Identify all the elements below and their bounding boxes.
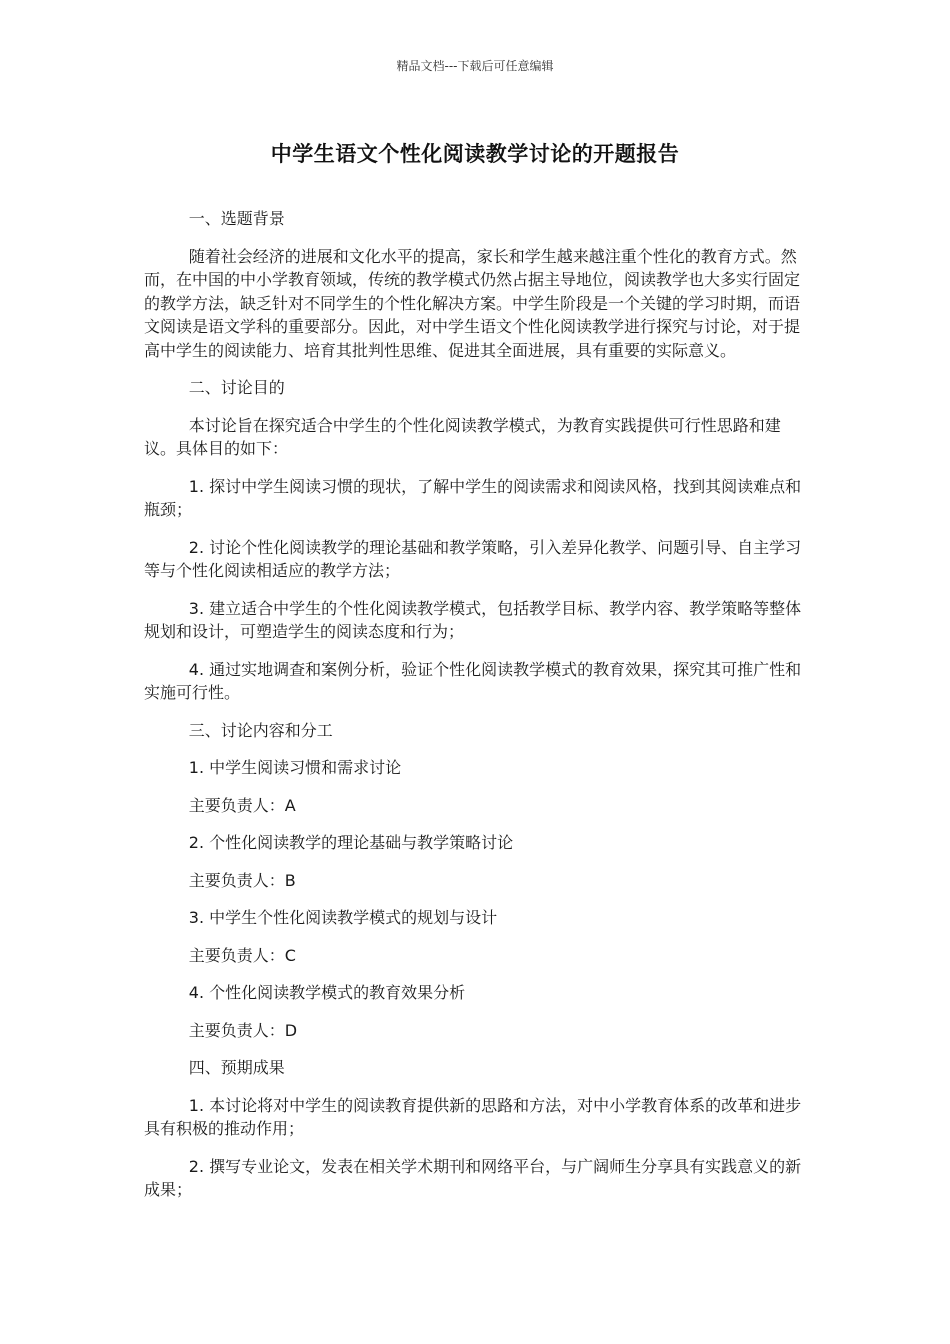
section-heading-background: 一、选题背景 — [188, 209, 285, 228]
document-title: 中学生语文个性化阅读教学讨论的开题报告 — [270, 142, 680, 166]
content-item-4: 4. 个性化阅读教学模式的教育效果分析 — [188, 983, 466, 1002]
purpose-item-4: 4. 通过实地调查和案例分析，验证个性化阅读教学模式的教育效果，探究其可推广性和实施可行性。 — [144, 659, 802, 702]
section-heading-content: 三、讨论内容和分工 — [188, 720, 333, 740]
page-header: 精品文档---下载后可任意编辑 — [396, 59, 554, 73]
content-owner-1: 主要负责人：A — [188, 795, 296, 815]
content-owner-2: 主要负责人：B — [188, 870, 296, 890]
background-paragraph: 随着社会经济的进展和文化水平的提高，家长和学生越来越注重个性化的教育方式。然而，在中国的中小学教育领域，传统的教学模式仍然占据主导地位，阅读教学也大多实行固定的教学方法，缺乏针对不同学生的个性化解决方案。中学生阶段是一个关键的学习时期，而语文阅读是语文学科的重要部分。因此，对中学生语文个性化阅读教学进行探究与讨论，对于提高中学生的阅读能力、培育其批判性思维、促进其全面进展，具有重要的实际意义。 — [144, 246, 801, 360]
section-heading-outcomes: 四、预期成果 — [188, 1058, 285, 1077]
outcome-item-2: 2. 撰写专业论文，发表在相关学术期刊和网络平台，与广阔师生分享具有实践意义的新成果； — [144, 1156, 802, 1199]
content-item-3: 3. 中学生个性化阅读教学模式的规划与设计 — [188, 908, 498, 927]
purpose-intro: 本讨论旨在探究适合中学生的个性化阅读教学模式，为教育实践提供可行性思路和建议。具体目的如下： — [144, 415, 781, 458]
purpose-item-1: 1. 探讨中学生阅读习惯的现状，了解中学生的阅读需求和阅读风格，找到其阅读难点和瓶颈； — [144, 476, 802, 519]
content-owner-3: 主要负责人：C — [188, 945, 296, 965]
outcome-item-1: 1. 本讨论将对中学生的阅读教育提供新的思路和方法，对中小学教育体系的改革和进步具有积极的推动作用； — [144, 1095, 802, 1138]
content-owner-4: 主要负责人：D — [188, 1020, 298, 1040]
content-item-2: 2. 个性化阅读教学的理论基础与教学策略讨论 — [188, 833, 514, 852]
content-item-1: 1. 中学生阅读习惯和需求讨论 — [188, 758, 402, 777]
purpose-item-2: 2. 讨论个性化阅读教学的理论基础和教学策略，引入差异化教学、问题引导、自主学习等与个性化阅读相适应的教学方法； — [144, 537, 802, 580]
document-body — [144, 207, 807, 1216]
purpose-item-3: 3. 建立适合中学生的个性化阅读教学模式，包括教学目标、教学内容、教学策略等整体规划和设计，可塑造学生的阅读态度和行为； — [144, 598, 802, 641]
section-heading-purpose: 二、讨论目的 — [188, 378, 285, 397]
